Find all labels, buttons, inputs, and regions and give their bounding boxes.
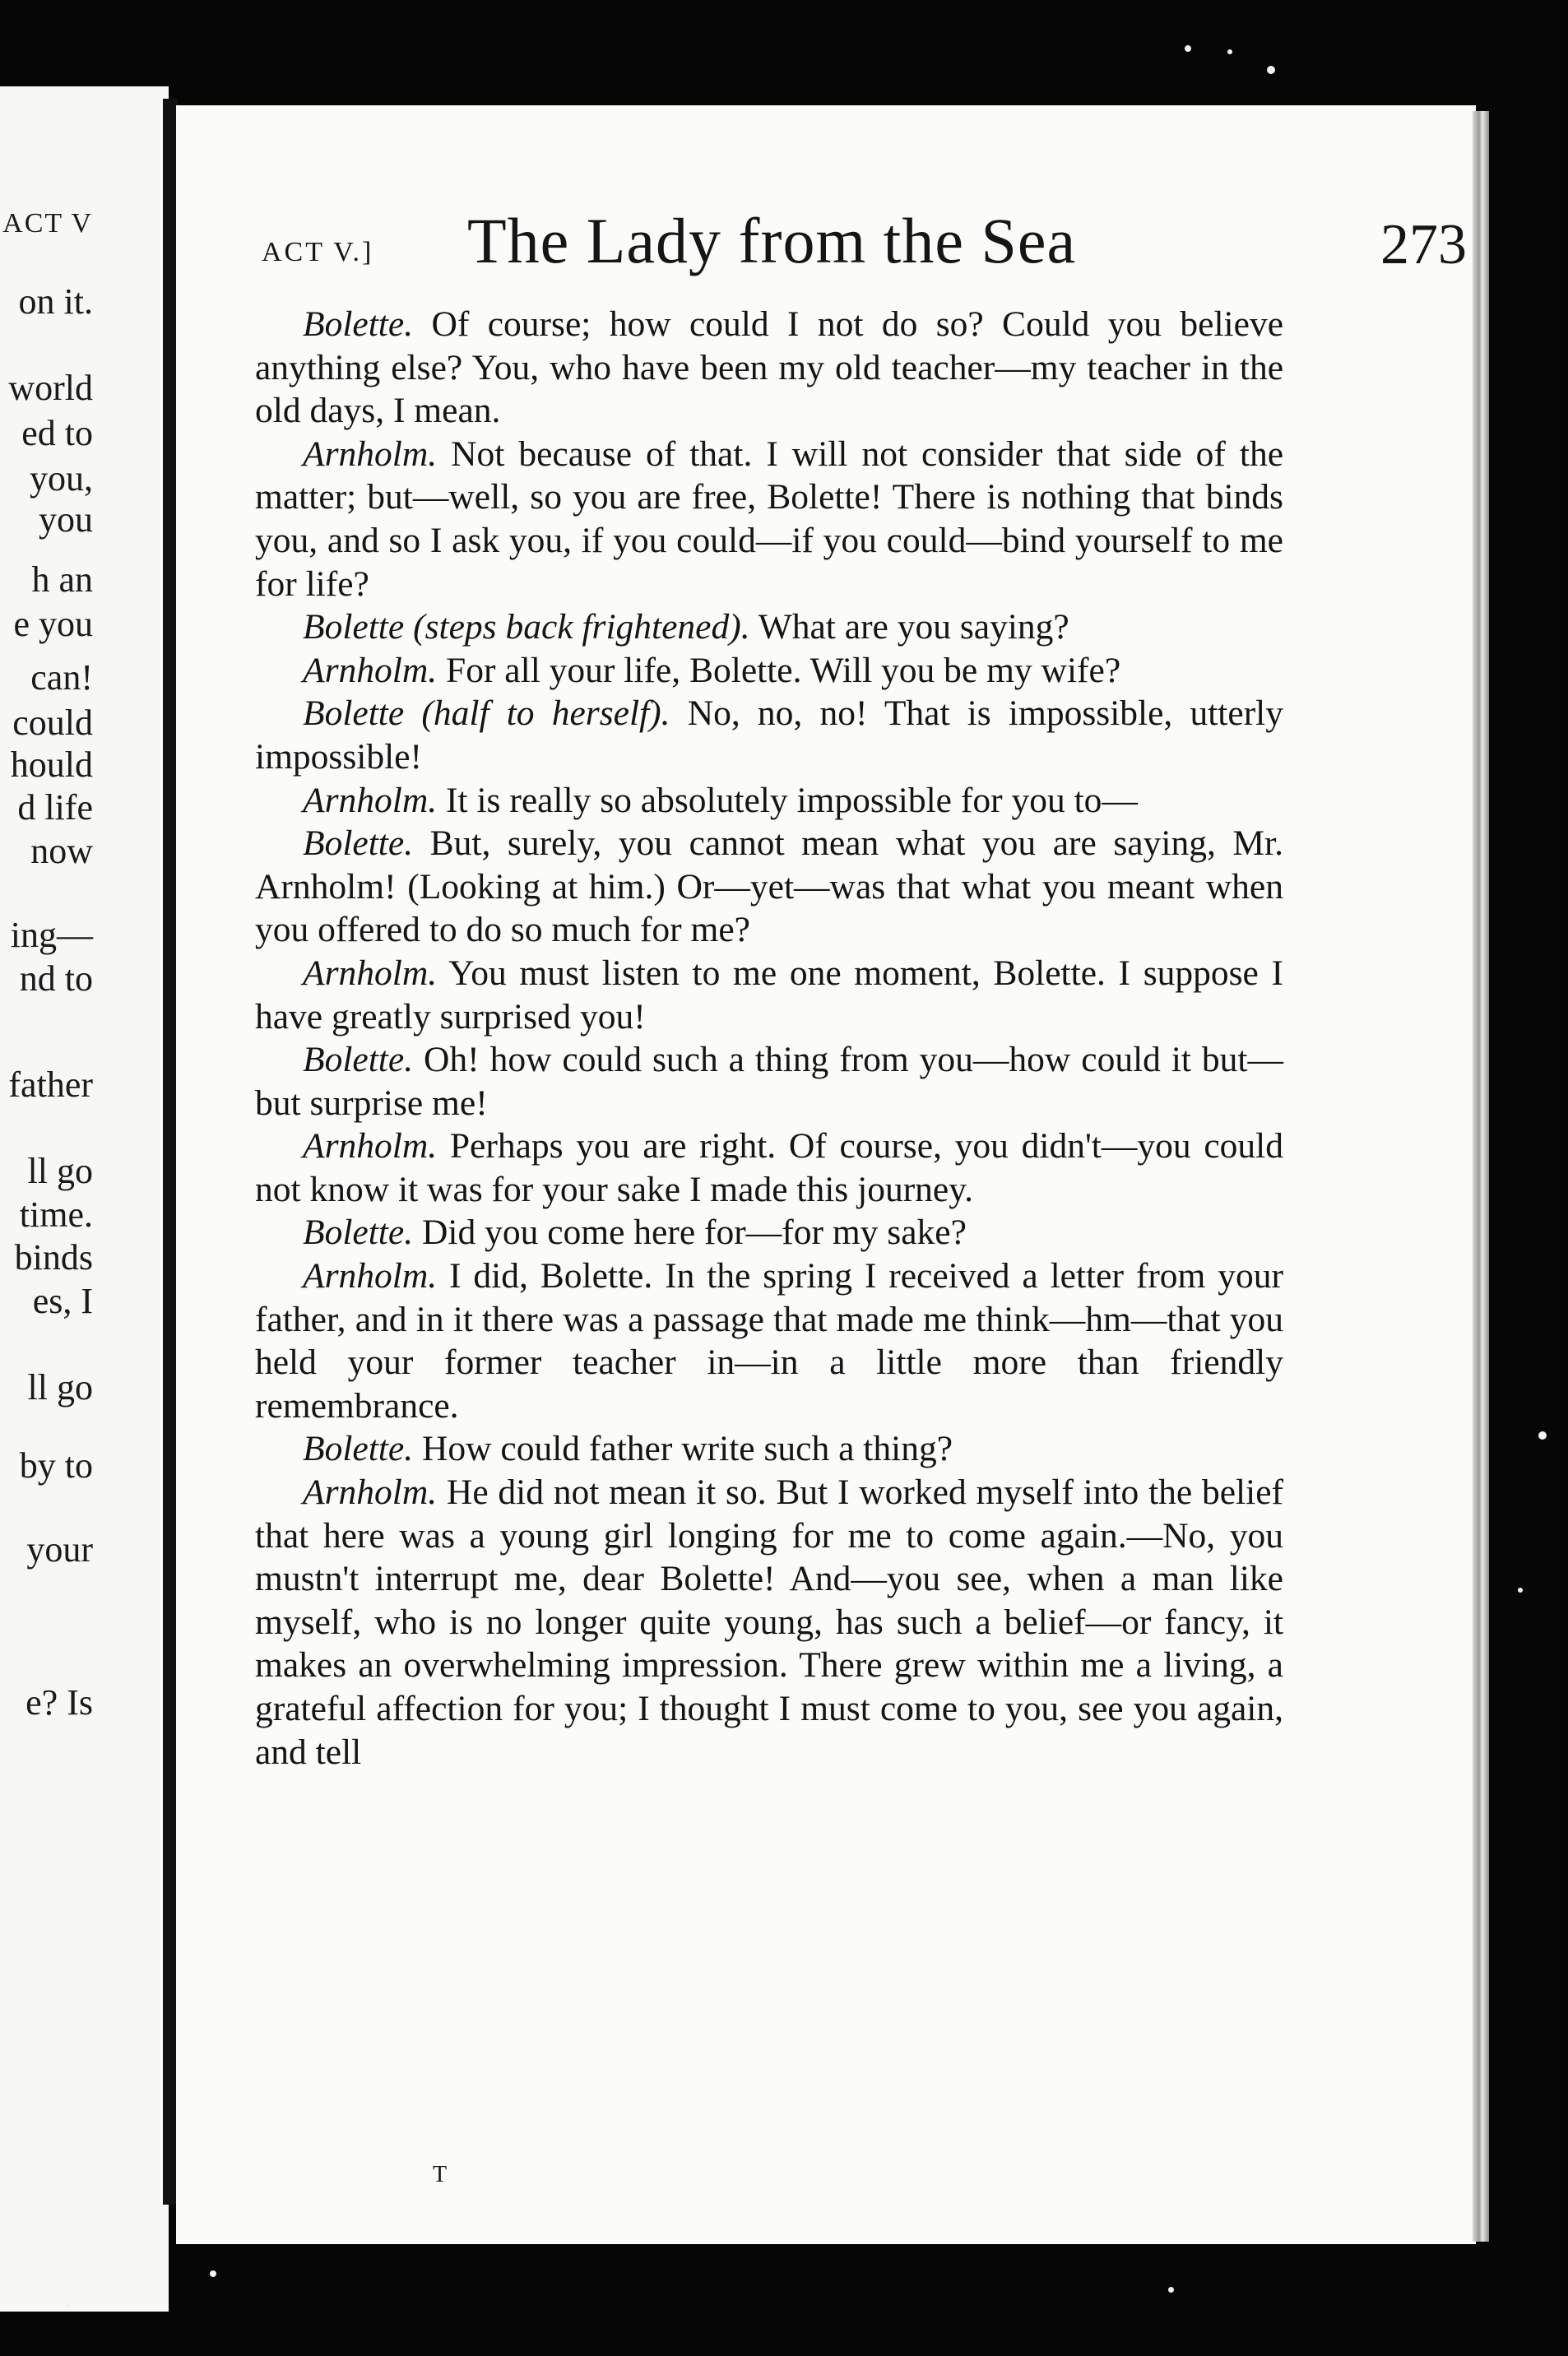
dialogue-text: But, surely, you cannot mean what you are saying, Mr. Arnholm! (Looking at him.) Or—yet—was that what you meant when you offered to do so much for me?: [255, 823, 1283, 950]
left-page-header: ACT V: [2, 208, 93, 239]
dialogue-text: Oh! how could such a thing from you—how could it but—but surprise me!: [255, 1040, 1283, 1123]
left-page-line: h an: [31, 559, 93, 600]
left-page-line: binds: [14, 1237, 93, 1278]
dialogue-paragraph: [255, 1427, 1283, 1471]
body-text: [255, 303, 1283, 1774]
act-label: ACT V.]: [262, 237, 374, 267]
dialogue-paragraph: [255, 1125, 1283, 1211]
dust-speck: [1518, 1588, 1523, 1593]
speaker-name: Bolette.: [303, 1429, 414, 1469]
left-page-line: father: [8, 1064, 93, 1105]
dialogue-paragraph: [255, 692, 1283, 778]
speaker-name: Bolette.: [303, 304, 414, 344]
left-page-line: hould: [10, 744, 93, 785]
page-number: 273: [1380, 213, 1467, 276]
dialogue-text: You must listen to me one moment, Bolette. I suppose I have greatly surprised you!: [255, 953, 1283, 1037]
speaker-name: Arnholm.: [303, 434, 438, 474]
dialogue-paragraph: [255, 1038, 1283, 1125]
left-page-line: now: [30, 831, 93, 871]
dust-speck: [1267, 66, 1275, 74]
left-page-line: can!: [30, 657, 93, 698]
dialogue-text: Did you come here for—for my sake?: [421, 1213, 967, 1253]
left-page-line: you: [39, 499, 93, 540]
left-page-line: d life: [17, 787, 93, 828]
left-page-line: e? Is: [26, 1682, 93, 1723]
dialogue-text: What are you saying?: [758, 607, 1069, 647]
left-page-line: your: [26, 1529, 93, 1570]
left-page-line: ed to: [21, 413, 93, 453]
dialogue-paragraph: [255, 605, 1283, 649]
stage-direction: (steps back frightened).: [413, 607, 750, 647]
dialogue-text: How could father write such a thing?: [421, 1429, 953, 1469]
left-page-line: time.: [19, 1194, 93, 1235]
left-page-line: ll go: [27, 1367, 93, 1408]
left-page-line: you,: [30, 458, 93, 499]
dialogue-paragraph: [255, 433, 1283, 605]
dialogue-paragraph: [255, 1471, 1283, 1774]
speaker-name: Bolette: [303, 607, 405, 647]
facing-page-left: [0, 86, 169, 2312]
dialogue-text: I did, Bolette. In the spring I received a letter from your father, and in it there was a passage that made me think—hm—that you held your former teacher in—in a little more than friendly remembrance.: [255, 1256, 1284, 1426]
dialogue-paragraph: [255, 303, 1283, 433]
left-page-line: could: [12, 703, 93, 743]
dialogue-paragraph: [255, 649, 1283, 693]
speaker-name: Bolette.: [303, 1213, 414, 1253]
dust-speck: [1168, 2287, 1174, 2293]
dust-speck: [210, 2270, 216, 2277]
dialogue-text: No, no, no! That is impossible, utterly impossible!: [255, 693, 1284, 777]
dialogue-text: Of course; how could I not do so? Could you believe anything else? You, who have been my old teacher—my teacher in the old days, I mean.: [255, 304, 1283, 431]
speaker-name: Arnholm.: [303, 953, 438, 993]
speaker-name: Arnholm.: [303, 1126, 438, 1166]
left-page-line: ll go: [27, 1151, 93, 1191]
speaker-name: Arnholm.: [303, 780, 438, 820]
speaker-name: Bolette: [303, 693, 405, 734]
dialogue-text: He did not mean it so. But I worked myself into the belief that here was a young girl longing for me to come again.—No, you mustn't interrupt me, dear Bolette! And—you see, when a man like myself, who is no longer quite young, has such a belief—or fancy, it makes an overwhelming impression. There grew within me a living, a grateful affection for you; I thought I must come to you, see you again, and tell: [255, 1472, 1284, 1772]
page-title: The Lady from the Sea: [467, 205, 1077, 276]
page-edge: [1473, 111, 1489, 2242]
dialogue-text: It is really so absolutely impossible for you to—: [446, 780, 1138, 820]
dialogue-text: Perhaps you are right. Of course, you didn't—you could not know it was for your sake I made this journey.: [255, 1126, 1284, 1209]
speaker-name: Arnholm.: [303, 1472, 438, 1513]
left-page-line: world: [8, 368, 93, 408]
left-page-line: by to: [19, 1445, 93, 1486]
dialogue-paragraph: [255, 822, 1283, 952]
dialogue-text: For all your life, Bolette. Will you be my wife?: [446, 650, 1121, 690]
speaker-name: Bolette.: [303, 1040, 414, 1080]
signature-mark: T: [433, 2162, 448, 2187]
book-page: [176, 105, 1476, 2244]
dialogue-text: Not because of that. I will not consider that side of the matter; but—well, so you are free, Bolette! There is nothing that binds you, and so I ask you, if you could—if you could—bind yourself to me for life?: [255, 434, 1284, 604]
speaker-name: Arnholm.: [303, 1256, 438, 1296]
left-page-line: nd to: [19, 958, 93, 999]
dust-speck: [1227, 49, 1232, 54]
speaker-name: Bolette.: [303, 823, 414, 864]
dust-speck: [66, 2303, 70, 2307]
dust-speck: [1185, 45, 1191, 52]
dialogue-paragraph: [255, 779, 1283, 823]
dust-speck: [1538, 1431, 1547, 1440]
left-page-line: on it.: [18, 281, 93, 322]
left-page-line: es, I: [32, 1281, 93, 1321]
dialogue-paragraph: [255, 952, 1283, 1038]
stage-direction: (half to herself).: [421, 693, 670, 734]
dialogue-paragraph: [255, 1211, 1283, 1255]
dialogue-paragraph: [255, 1255, 1283, 1427]
speaker-name: Arnholm.: [303, 650, 438, 690]
left-page-line: ing—: [10, 915, 93, 955]
running-head: [262, 204, 1467, 294]
left-page-line: e you: [13, 604, 93, 644]
